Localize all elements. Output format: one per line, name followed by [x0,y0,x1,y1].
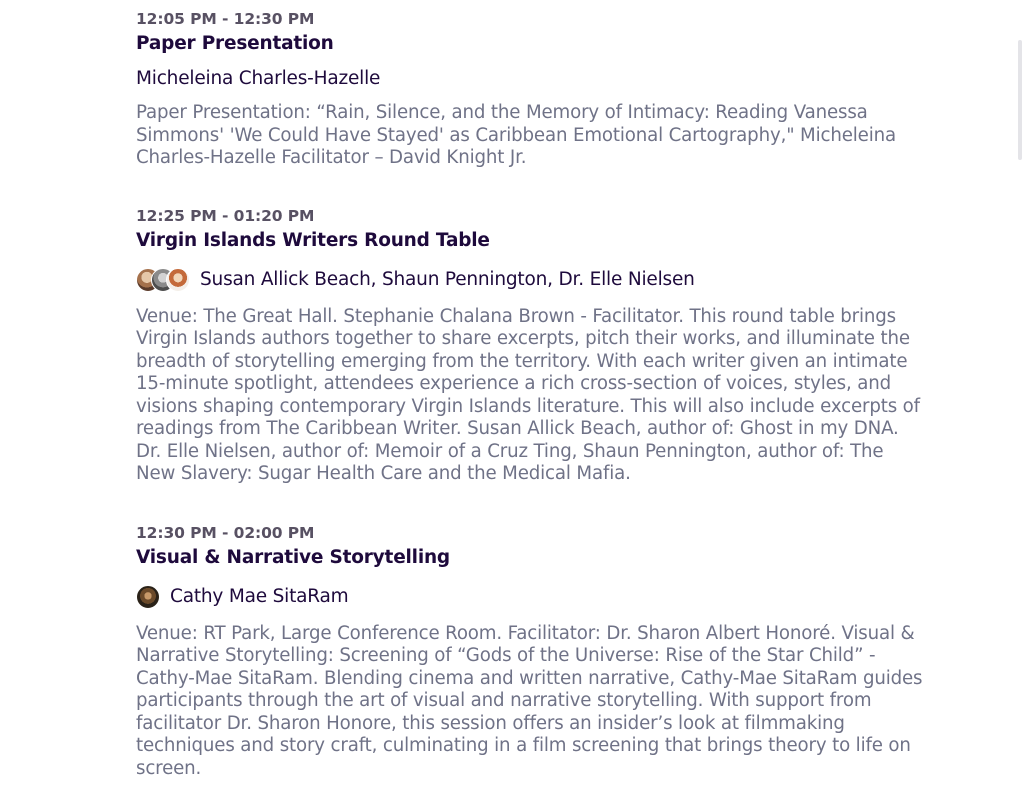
session-speakers-row [136,582,926,612]
scrollbar[interactable] [1017,0,1023,807]
avatar[interactable] [136,585,160,609]
speaker-avatars [136,268,190,292]
avatar[interactable] [166,268,190,292]
session-time: 12:05 PM - 12:30 PM [136,10,315,28]
session-speakers[interactable]: Susan Allick Beach, Shaun Pennington, Dr. Elle Nielsen [200,268,695,290]
agenda-session [136,206,926,486]
agenda-session [136,523,926,781]
agenda-schedule [136,0,926,780]
session-time: 12:30 PM - 02:00 PM [136,523,315,542]
session-description: Paper Presentation: “Rain, Silence, and the Memory of Intimacy: Reading Vanessa Simmons' 'We Could Have Stayed' as Caribbean Emotional Cartography," Micheleina Charles-Hazelle Facilitator – David Knight Jr. [136,102,896,168]
session-description: Venue: RT Park, Large Conference Room. Facilitator: Dr. Sharon Albert Honoré. Visual & Narrative Storytelling: Screening of “Gods of the Universe: Rise of the Star Child” - Cathy-Mae SitaRam. Blending cinema and written narrative, Cathy-Mae SitaRam guides participants through the art of visual and narrative storytelling. With support from facilitator Dr. Sharon Honore, this session offers an insider’s look at filmmaking techniques and story craft, culminating in a film screening that brings theory to life on screen. [136,622,923,779]
agenda-session [136,0,926,170]
scrollbar-thumb[interactable] [1018,40,1022,160]
session-time: 12:25 PM - 01:20 PM [136,206,315,225]
session-title[interactable]: Paper Presentation [136,33,334,54]
session-speakers-row [136,64,926,94]
session-speakers-row [136,265,926,295]
session-title[interactable]: Virgin Islands Writers Round Table [136,229,490,251]
speaker-avatars [136,585,160,609]
session-description: Venue: The Great Hall. Stephanie Chalana Brown - Facilitator. This round table brings Virgin Islands authors together to share excerpts, pitch their works, and illuminate the breadth of storytelling emerging from the territory. With each writer given an intimate 15-minute spotlight, attendees experience a rich cross-section of voices, styles, and visions shaping contemporary Virgin Islands literature. This will also include excerpts of readings from The Caribbean Writer. Susan Allick Beach, author of: Ghost in my DNA. Dr. Elle Nielsen, author of: Memoir of a Cruz Ting, Shaun Pennington, author of: The New Slavery: Sugar Health Care and the Medical Mafia. [136,305,920,484]
session-speakers[interactable]: Cathy Mae SitaRam [170,585,349,607]
session-speakers[interactable]: Micheleina Charles-Hazelle [136,68,381,89]
session-title[interactable]: Visual & Narrative Storytelling [136,546,450,568]
